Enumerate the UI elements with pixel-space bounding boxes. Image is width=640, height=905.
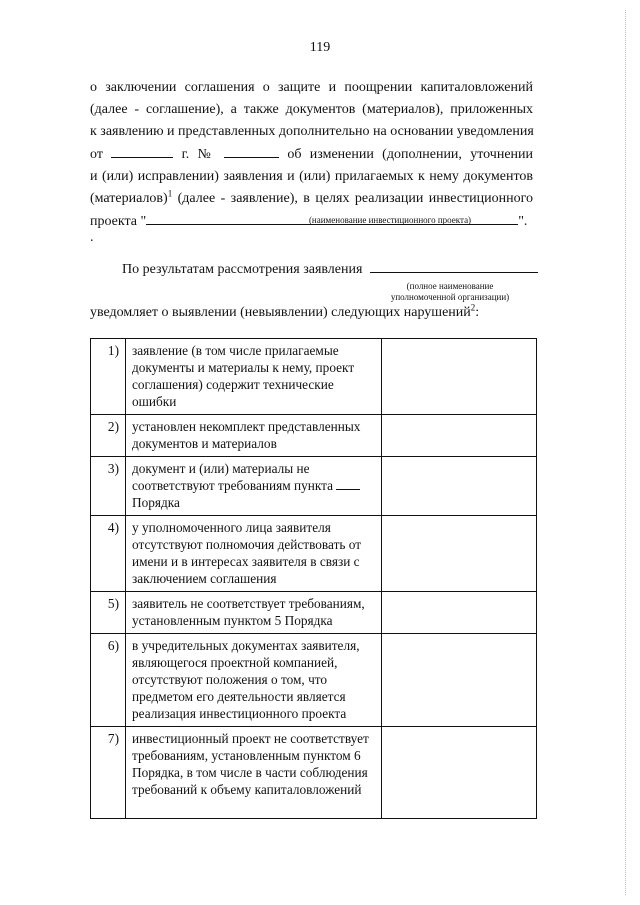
row-result-cell[interactable] — [382, 516, 537, 592]
intro-line-2: (далее - соглашение), а также документов (материалов), приложенных — [90, 102, 533, 117]
notify-line — [90, 302, 480, 321]
year-label: г. — [181, 147, 190, 162]
row-number: 4) — [91, 516, 126, 592]
row-number: 1) — [91, 339, 126, 415]
notify-text: уведомляет о выявлении (невыявлении) следующих нарушений — [90, 305, 471, 320]
row-result-cell[interactable] — [382, 457, 537, 516]
intro-line-4 — [90, 143, 533, 166]
row-description-text: документ и (или) материалы не соответствуют требованиям пункта — [132, 461, 334, 493]
table-row — [91, 516, 537, 592]
results-text: По результатам рассмотрения заявления — [122, 262, 363, 277]
violations-table — [90, 338, 537, 819]
row-description — [126, 457, 382, 516]
intro-line-6-rest: (далее - заявление), в целях реализации инвестиционного — [172, 191, 533, 206]
table-row — [91, 415, 537, 457]
project-name-caption: (наименование инвестиционного проекта) — [308, 215, 472, 225]
materials-text: (материалов) — [90, 191, 168, 206]
table-row — [91, 339, 537, 415]
row-description: у уполномоченного лица заявителя отсутствуют полномочия действовать от имени и в интересах заявителя в связи с заключением соглашения — [126, 516, 382, 592]
table-row — [91, 727, 537, 819]
row-result-cell[interactable] — [382, 415, 537, 457]
intro-line-6 — [90, 188, 533, 210]
intro-line-4-rest: об изменении (дополнении, уточнении — [287, 147, 534, 162]
scan-edge-mark — [625, 10, 628, 895]
intro-line-5: и (или) исправлении) заявления и (или) прилагаемых к нему документов — [90, 169, 533, 184]
number-label: № — [197, 147, 216, 162]
project-suffix: ". — [518, 214, 528, 229]
intro-line-1: о заключении соглашения о защите и поощрении капиталовложений — [90, 80, 533, 95]
stray-mark: . — [90, 230, 94, 245]
footnote-1-marker: 1 — [167, 188, 173, 199]
organization-blank — [370, 258, 538, 273]
row-description-suffix: Порядка — [132, 495, 180, 510]
clause-blank — [336, 477, 360, 490]
row-number: 5) — [91, 592, 126, 634]
intro-line-3: к заявлению и представленных дополнительно на основании уведомления — [90, 124, 534, 139]
row-description: в учредительных документах заявителя, являющегося проектной компанией, отсутствуют положения о том, что предметом его деятельности является реализация инвестиционного проекта — [126, 634, 382, 727]
organization-caption-line-2: уполномоченной организации) — [390, 292, 510, 302]
table-row — [91, 592, 537, 634]
organization-caption-line-1: (полное наименование — [406, 281, 494, 291]
row-result-cell[interactable] — [382, 339, 537, 415]
notify-colon: : — [475, 305, 480, 320]
row-description: установлен некомплект представленных документов и материалов — [126, 415, 382, 457]
results-line — [122, 258, 538, 278]
from-label: от — [90, 147, 103, 162]
row-description: инвестиционный проект не соответствует требованиям, установленным пунктом 6 Порядка, в том числе в части соблюдения требований к объему капиталовложений — [126, 727, 382, 819]
project-prefix: проекта " — [90, 214, 147, 229]
row-number: 2) — [91, 415, 126, 457]
date-blank — [111, 143, 173, 158]
row-number: 7) — [91, 727, 126, 819]
row-description: заявитель не соответствует требованиям, установленным пунктом 5 Порядка — [126, 592, 382, 634]
intro-paragraph — [90, 77, 533, 233]
number-blank — [224, 143, 279, 158]
row-result-cell[interactable] — [382, 592, 537, 634]
footnote-2-marker: 2 — [470, 302, 476, 313]
row-number: 6) — [91, 634, 126, 727]
table-row — [91, 634, 537, 727]
table-row — [91, 457, 537, 516]
row-result-cell[interactable] — [382, 634, 537, 727]
page-number: 119 — [309, 40, 331, 55]
row-number: 3) — [91, 457, 126, 516]
row-description: заявление (в том числе прилагаемые документы и материалы к нему, проект соглашения) содержит технические ошибки — [126, 339, 382, 415]
organization-caption — [365, 281, 535, 303]
row-result-cell[interactable] — [382, 727, 537, 819]
